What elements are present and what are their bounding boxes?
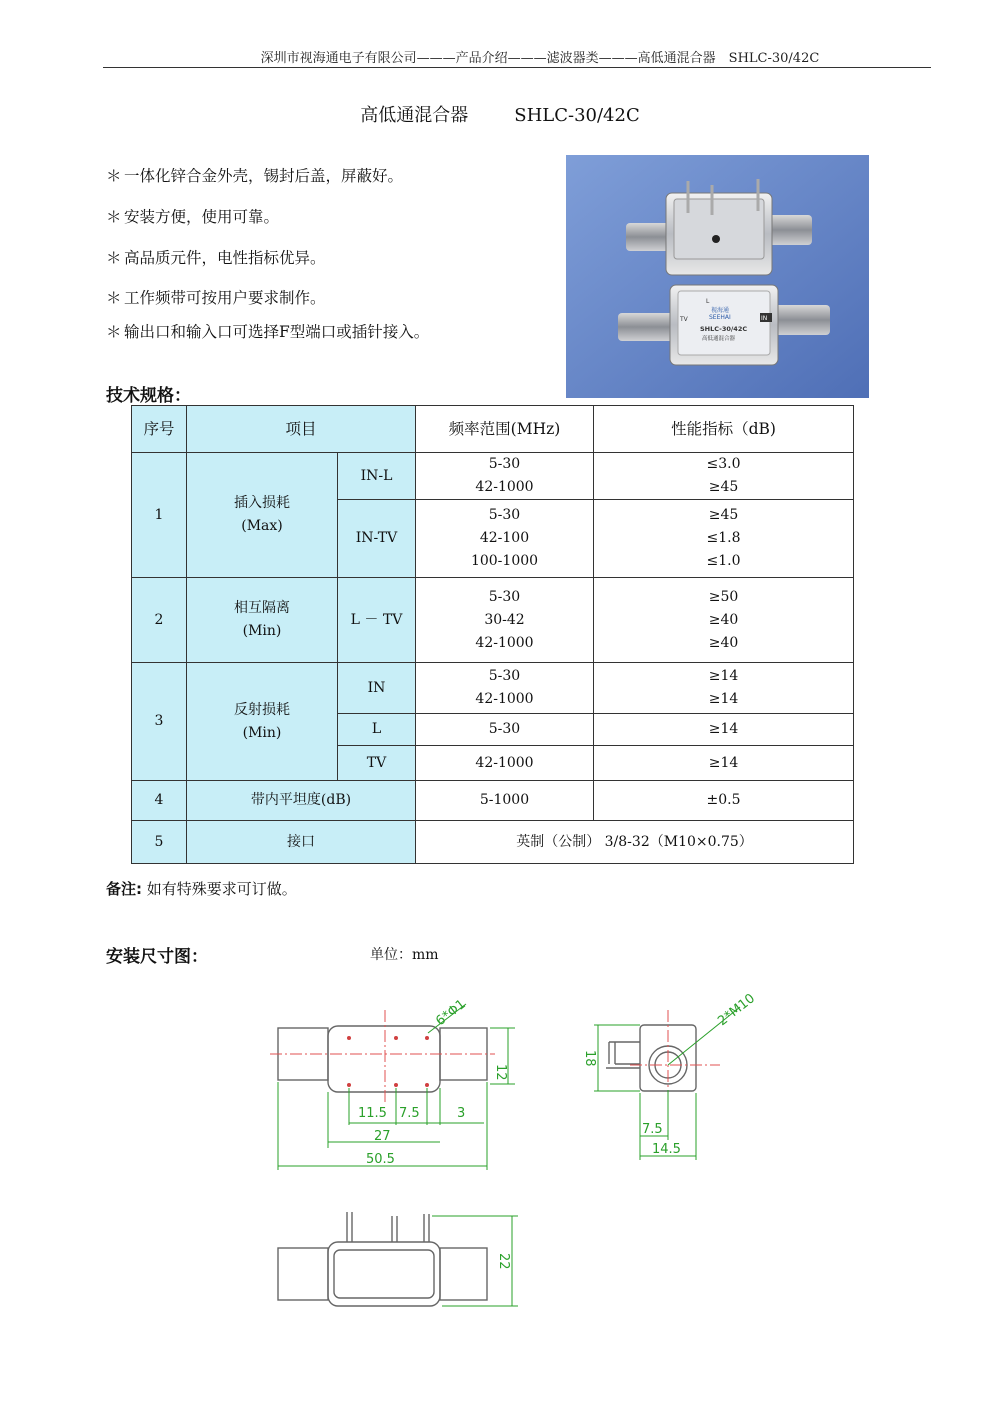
- table-row: [132, 781, 854, 821]
- bullet-icon: ＊: [106, 289, 122, 307]
- spec-table: [131, 405, 854, 864]
- perf-value: ≤3.0: [706, 456, 741, 472]
- feature-item: [106, 320, 429, 342]
- bullet-icon: ＊: [106, 323, 122, 341]
- row4-perf: ±0.5: [594, 781, 854, 821]
- freq-value: 5-30: [488, 668, 521, 684]
- unit-label: 单位：mm: [370, 947, 439, 963]
- row2-item: [187, 578, 338, 663]
- feature-text: 高品质元件，电性指标优异。: [124, 249, 326, 267]
- row3-l-freq: 5-30: [416, 714, 594, 746]
- side-view-drawing: [606, 1025, 696, 1091]
- top-view-dimension-lines: [278, 1004, 515, 1170]
- table-row: [132, 578, 854, 663]
- bullet-icon: ＊: [106, 208, 122, 226]
- note-label: 备注:: [106, 880, 142, 898]
- table-header-row: [132, 406, 854, 453]
- document-title: [0, 101, 1000, 127]
- dim-11-5-label: 11.5: [358, 1106, 387, 1121]
- plate-port-in: IN: [761, 315, 768, 322]
- feature-text: 一体化锌合金外壳，锡封后盖，屏蔽好。: [124, 167, 404, 185]
- header-perf: 性能指标（dB): [594, 406, 854, 453]
- plate-port-l: L: [706, 298, 710, 305]
- product-name: 高低通混合器: [360, 105, 469, 126]
- freq-value: 42-1000: [475, 691, 534, 707]
- feature-text: 输出口和输入口可选择F型端口或插针接入。: [124, 323, 430, 341]
- dim-holes-label: 6*Φ1: [433, 996, 469, 1030]
- row3-tv-perf: ≥14: [594, 746, 854, 781]
- dim-14-5-label: 14.5: [652, 1142, 681, 1157]
- header-item: 项目: [187, 406, 416, 453]
- row3-port-l: L: [338, 714, 416, 746]
- plate-brand: SEEHAI: [709, 314, 731, 321]
- row3-port-tv: TV: [338, 746, 416, 781]
- freq-value: 42-1000: [475, 479, 534, 495]
- plate-port-tv: TV: [680, 316, 688, 323]
- row5-value: 英制（公制） 3/8-32（M10×0.75）: [416, 821, 854, 864]
- perf-value: ≥45: [708, 507, 739, 523]
- table-row: [132, 821, 854, 864]
- row1-inl-freq: [416, 453, 594, 500]
- row3-port-in: IN: [338, 663, 416, 714]
- freq-value: 5-30: [488, 456, 521, 472]
- row1-inl-perf: [594, 453, 854, 500]
- note: [106, 878, 297, 899]
- header-rule: [103, 67, 931, 68]
- mounting-holes: [347, 1036, 429, 1087]
- feature-text: 工作频带可按用户要求制作。: [124, 289, 326, 307]
- row1-port-intv: IN-TV: [338, 500, 416, 578]
- bullet-icon: ＊: [106, 249, 122, 267]
- dim-18-label: 18: [582, 1050, 597, 1067]
- row1-item: [187, 453, 338, 578]
- row1-item-name: 插入损耗: [234, 495, 290, 511]
- feature-item: [106, 246, 326, 268]
- row2-item-name: 相互隔离: [234, 600, 290, 616]
- row1-intv-freq: [416, 500, 594, 578]
- row3-l-perf: ≥14: [594, 714, 854, 746]
- row2-freq: [416, 578, 594, 663]
- plate-desc: 高低通混合器: [702, 336, 736, 342]
- running-head: 深圳市视海通电子有限公司———产品介绍———滤波器类———高低通混合器 SHLC-30/42C: [260, 51, 820, 66]
- dim-22-label: 22: [496, 1253, 511, 1270]
- freq-value: 100-1000: [470, 553, 539, 569]
- perf-value: ≥50: [708, 588, 739, 605]
- freq-value: 5-30: [488, 588, 521, 605]
- perf-value: ≥45: [708, 479, 739, 495]
- freq-value: 42-1000: [475, 634, 534, 651]
- spec-heading: 技术规格：: [106, 386, 191, 406]
- feature-item: [106, 205, 279, 227]
- perf-value: ≥40: [708, 634, 739, 651]
- row2-item-sub: (Min): [242, 623, 282, 639]
- drawing-heading: 安装尺寸图：: [106, 947, 208, 967]
- perf-value: ≥40: [708, 611, 739, 628]
- perf-value: ≥14: [708, 691, 739, 707]
- dim-12-label: 12: [493, 1064, 508, 1081]
- table-row: [132, 453, 854, 500]
- header-no: 序号: [132, 406, 187, 453]
- feature-text: 安装方便，使用可靠。: [124, 208, 280, 226]
- row5-item: 接口: [187, 821, 416, 864]
- dim-side-holes-label: 2*M10: [715, 991, 758, 1030]
- plate-model: SHLC-30/42C: [700, 325, 748, 333]
- row3-item-sub: (Min): [242, 724, 282, 741]
- row5-no: 5: [132, 821, 187, 864]
- dim-side-7-5-label: 7.5: [642, 1122, 663, 1137]
- note-text: 如有特殊要求可订做。: [146, 880, 297, 898]
- row1-intv-perf: [594, 500, 854, 578]
- row1-item-sub: (Max): [241, 518, 283, 534]
- row4-no: 4: [132, 781, 187, 821]
- feature-item: [106, 286, 326, 308]
- dim-7-5-label: 7.5: [399, 1106, 420, 1121]
- feature-item: [106, 164, 403, 186]
- row2-port: L － TV: [338, 578, 416, 663]
- side-view-centerlines: [630, 1010, 720, 1115]
- plate-brand-cn: 视海通: [711, 307, 730, 314]
- bullet-icon: ＊: [106, 167, 122, 185]
- perf-value: ≥14: [708, 668, 739, 684]
- freq-value: 5-30: [488, 507, 521, 523]
- top-view-drawing: [270, 1010, 495, 1105]
- dim-50-5-label: 50.5: [366, 1152, 395, 1167]
- row3-item: [187, 663, 338, 781]
- dim-27-label: 27: [374, 1129, 391, 1144]
- front-view-drawing: [278, 1212, 487, 1306]
- header-freq: 频率范围(MHz): [416, 406, 594, 453]
- row2-perf: [594, 578, 854, 663]
- dim-3-label: 3: [457, 1106, 466, 1121]
- row3-in-perf: [594, 663, 854, 714]
- row3-item-name: 反射损耗: [234, 701, 290, 718]
- table-row: [132, 663, 854, 714]
- row3-in-freq: [416, 663, 594, 714]
- freq-value: 30-42: [484, 611, 525, 628]
- row2-no: 2: [132, 578, 187, 663]
- perf-value: ≤1.8: [706, 530, 741, 546]
- product-photo: [566, 155, 869, 398]
- row3-tv-freq: 42-1000: [416, 746, 594, 781]
- row4-freq: 5-1000: [416, 781, 594, 821]
- row3-no: 3: [132, 663, 187, 781]
- product-model: SHLC-30/42C: [514, 105, 640, 126]
- row4-item: 带内平坦度(dB): [187, 781, 416, 821]
- row1-no: 1: [132, 453, 187, 578]
- freq-value: 42-100: [479, 530, 530, 546]
- dimension-drawings: [0, 980, 1000, 1320]
- row1-port-inl: IN-L: [338, 453, 416, 500]
- perf-value: ≤1.0: [706, 553, 741, 569]
